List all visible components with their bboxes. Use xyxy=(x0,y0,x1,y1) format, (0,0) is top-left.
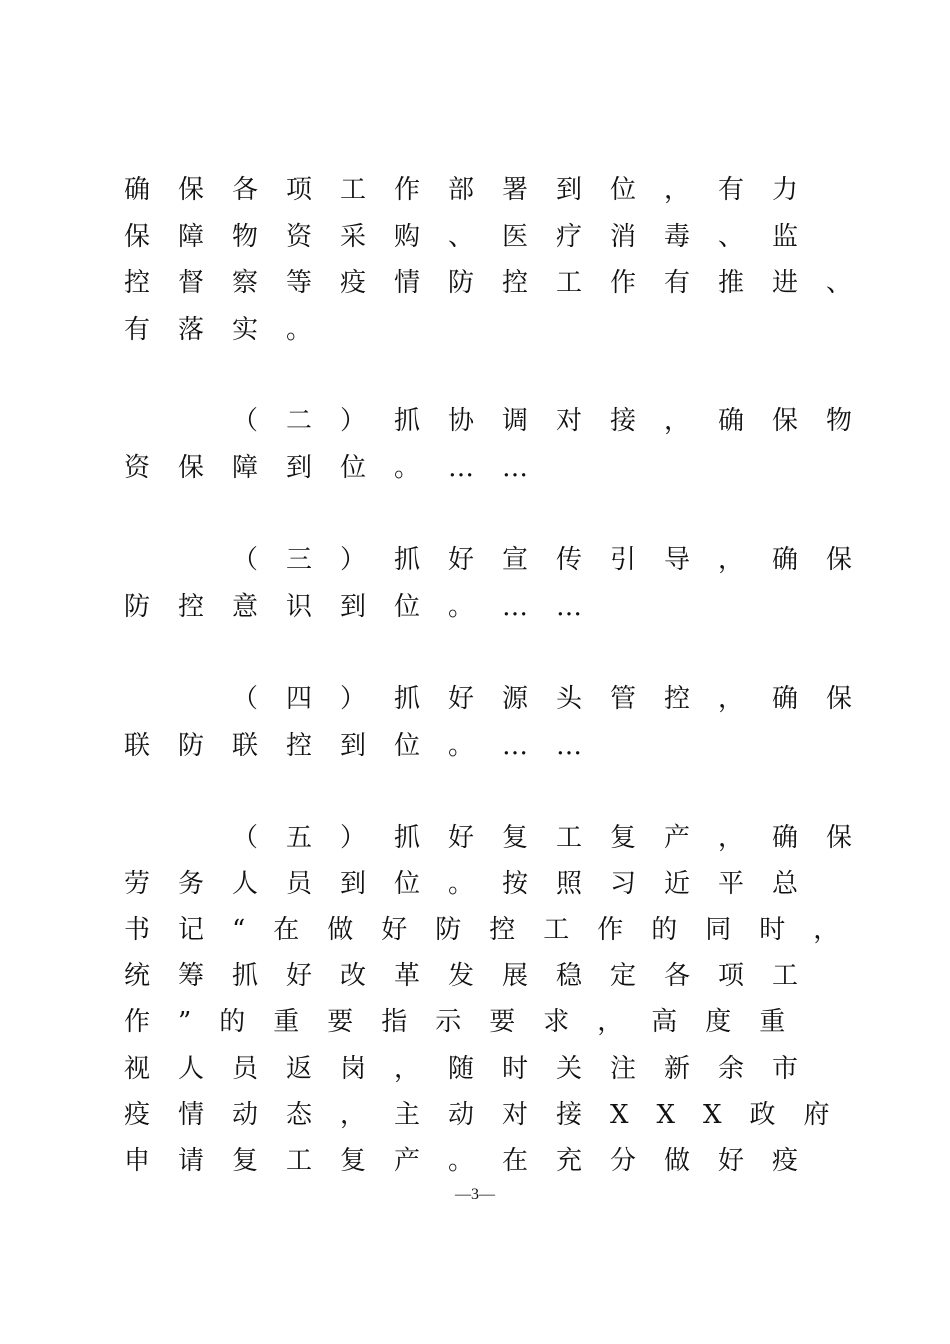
body-line: 确保各项工作部署到位，有力 xyxy=(124,175,827,205)
body-line: 疫情动态，主动对接XXX政府 xyxy=(124,1100,858,1130)
body-line: 保障物资采购、医疗消毒、监 xyxy=(124,222,827,252)
body-line: 控督察等疫情防控工作有推进、 xyxy=(124,268,881,298)
body-line: 劳务人员到位。按照习近平总 xyxy=(124,869,827,899)
section-heading-line: （四）抓好源头管控，确保 xyxy=(232,684,881,714)
section-heading-line: （五）抓好复工复产，确保 xyxy=(232,823,881,853)
section-heading-line: （三）抓好宣传引导，确保 xyxy=(232,545,881,575)
body-line: 申请复工复产。在充分做好疫 xyxy=(124,1146,827,1176)
body-line: 书记“在做好防控工作的同时， xyxy=(124,915,868,945)
body-line: 视人员返岗，随时关注新余市 xyxy=(124,1054,827,1084)
page-number: —3— xyxy=(455,1186,495,1203)
body-line: 有落实。 xyxy=(124,315,341,345)
section-heading-line: （二）抓协调对接，确保物 xyxy=(232,406,881,436)
section-heading-line: 资保障到位。…… xyxy=(124,453,557,483)
section-heading-line: 防控意识到位。…… xyxy=(124,592,611,622)
body-line: 统筹抓好改革发展稳定各项工 xyxy=(124,961,827,991)
body-line: 作”的重要指示要求，高度重 xyxy=(124,1007,814,1037)
section-heading-line: 联防联控到位。…… xyxy=(124,731,611,761)
